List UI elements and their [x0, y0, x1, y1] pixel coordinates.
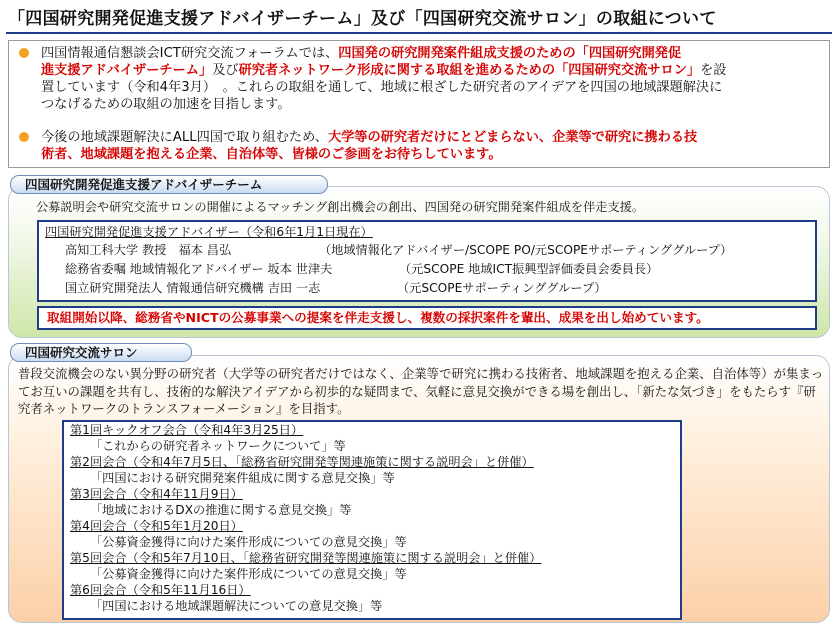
member-role: （地域情報化アドバイザー/SCOPE PO/元SCOPEサポーティンググループ） [319, 243, 733, 257]
salon-description: 普段交流機会のない異分野の研究者（大学等の研究者だけではなく、企業等で研究に携わる技術者、地域課題を抱える企業、自治体等）が集まってお互いの課題を共有し、技術的な解決アイデアから初歩的な疑問まで、気軽に意見交換ができる場を創出し、「新たな気づき」をもたらす『研究者ネットワークのトランスフォーメーション』を目指す。 [18, 366, 824, 416]
advisor-members-box [37, 220, 817, 302]
intro-highlight: 四国発の研究開発案件組成支援のための「四国研究開発促 [338, 46, 682, 61]
intro-highlight: 大学等の研究者だけにとどまらない、企業等で研究に携わる技 [327, 130, 698, 145]
intro-item-2 [21, 129, 821, 163]
intro-highlight: 術者、地域課題を抱える企業、自治体等、皆様のご参画をお待ちしています。 [41, 147, 502, 162]
meeting-heading: 第5回会合（令和5年7月10日、「総務省研究開発等関連施策に関する説明会」と併催） [70, 551, 542, 565]
meeting-topic: 「公募資金獲得に向けた案件形成についての意見交換」等 [90, 567, 407, 581]
meeting-topic: 「四国における地域課題解決についての意見交換」等 [90, 599, 383, 613]
member-role: （元SCOPEサポーティンググループ） [397, 281, 607, 295]
meeting-heading: 第2回会合（令和4年7月5日、「総務省研究開発等関連施策に関する説明会」と併催） [70, 455, 534, 469]
salon-meetings-box [62, 420, 682, 620]
intro-text: 及び [212, 63, 239, 78]
intro-text: 今後の地域課題解決にALL四国で取り組むため、 [41, 130, 328, 145]
meeting-heading: 第4回会合（令和5年1月20日） [70, 519, 243, 533]
advisor-team-tab: 四国研究開発促進支援アドバイザーチーム [10, 175, 328, 194]
intro-box [8, 40, 830, 168]
advisor-team-description: 公募説明会や研究交流サロンの開催によるマッチング創出機会の創出、四国発の研究開発案件組成を伴走支援。 [36, 200, 645, 214]
member-name: 総務省委嘱 地域情報化アドバイザー 坂本 世津夫 [65, 262, 333, 276]
advisor-results-notice: 取組開始以降、総務省やNICTの公募事業への提案を伴走支援し、複数の採択案件を輩出、成果を出し始めています。 [37, 306, 817, 330]
intro-text: 四国情報通信懇談会ICT研究交流フォーラムでは、 [41, 46, 339, 61]
meeting-heading: 第6回会合（令和5年11月16日） [70, 583, 251, 597]
member-role: （元SCOPE 地域ICT振興型評価委員会委員長） [399, 262, 659, 276]
intro-text: 置しています（令和4年3月） 。これらの取組を通して、地域に根ざした研究者のアイデアを四国の地域課題解決に [41, 80, 723, 95]
intro-text: つなげるための取組の加速を目指します。 [41, 97, 291, 112]
member-name: 国立研究開発法人 情報通信研究機構 吉田 一志 [65, 281, 321, 295]
meeting-topic: 「地域におけるDXの推進に関する意見交換」等 [90, 503, 352, 517]
page-title: 「四国研究開発促進支援アドバイザーチーム」及び「四国研究交流サロン」の取組について [8, 9, 717, 29]
intro-highlight: 進支援アドバイザーチーム」 [41, 63, 213, 78]
bullet-icon [19, 48, 29, 58]
meeting-topic: 「四国における研究開発案件組成に関する意見交換」等 [90, 471, 395, 485]
meeting-heading: 第3回会合（令和4年11月9日） [70, 487, 243, 501]
members-heading: 四国研究開発促進支援アドバイザー（令和6年1月1日現在） [45, 225, 373, 239]
meeting-heading: 第1回キックオフ会合（令和4年3月25日） [70, 423, 304, 437]
salon-tab: 四国研究交流サロン [10, 343, 192, 362]
meeting-topic: 「これからの研究者ネットワークについて」等 [90, 439, 346, 453]
title-divider [6, 32, 832, 34]
intro-text: を設 [700, 63, 727, 78]
intro-highlight: 研究者ネットワーク形成に関する取組を進めるための「四国研究交流サロン」 [238, 63, 701, 78]
member-name: 高知工科大学 教授 福本 昌弘 [65, 243, 232, 257]
meeting-topic: 「公募資金獲得に向けた案件形成についての意見交換」等 [90, 535, 407, 549]
intro-item-1 [21, 45, 821, 113]
bullet-icon [19, 132, 29, 142]
